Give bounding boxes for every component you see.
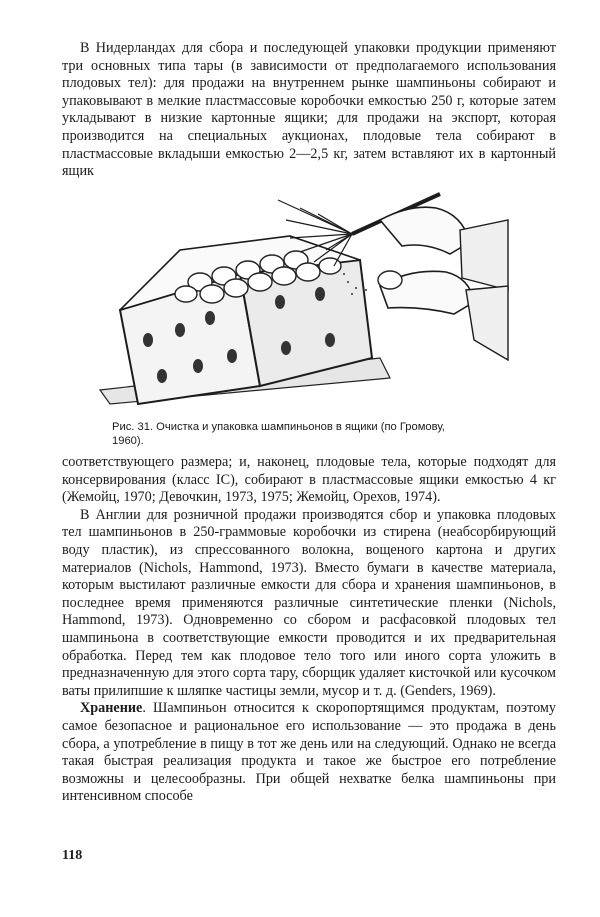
paragraph-netherlands: В Нидерландах для сбора и последующей упаковки продукции применяют три основных типа тары (в зависимости от предполагаемого использования плодовых тел): для продажи на внутреннем рынке шампиньоны собирают и упаковывают в мелкие пластмассовые коробочки емкостью 250 г, которые затем укладывают в низкие картонные ящики; для продажи на экспорт, которая производится на специальных аукционах, плодовые тела собирают в пластмассовые вкладыши емкостью 2—2,5 кг, затем вставляют их в картонный ящик: [62, 40, 556, 180]
storage-text: . Шампиньон относится к скоропортящимся продуктам, поэтому самое безопасное и рациональное его использование — это продажа в день сбора, а употребление в пищу в тот же день или на следующий. Однако не всегда такая быстрая реализация продукта и такое же быстрое его потребление возможны и целесообразны. При общей нехватке белка шампиньоны при интенсивном способе: [62, 700, 556, 805]
text-block-top: [62, 40, 556, 181]
storage-heading: Хранение: [80, 700, 143, 717]
page-number: 118: [62, 848, 83, 863]
figure-illustration: [90, 190, 510, 416]
text-block-bottom: [62, 454, 556, 806]
mushroom-crate-illustration: [90, 190, 510, 416]
paragraph-storage: [62, 700, 556, 806]
paragraph-continuation: соответствующего размера; и, наконец, плодовые тела, которые подходят для консервирования (класс IC), собирают в пластмассовые ящики емкостью 4 кг (Жемойц, 1970; Девочкин, 1973, 1975; Жемойц, Орехов, 1974).: [62, 454, 556, 506]
figure-caption: Рис. 31. Очистка и упаковка шампиньонов в ящики (по Громову, 1960).: [112, 421, 445, 447]
paragraph-england: В Англии для розничной продажи производятся сбор и упаковка плодовых тел шампиньонов в 250-граммовые коробочки из стирена (неабсорбирующий воду пластик), из спрессованного волокна, вощеного картона и других материалов (Nichols, Hammond, 1973). Вместо бумаги в качестве материала, которым выстилают различные емкости для сбора и хранения шампиньонов, в последнее время применяются различные синтетические пленки (Nichols, Hammond, 1973). Одновременно со сбором и расфасовкой плодовых тел шампиньона в соответствующие емкости проводится и их предварительная обработка. Перед тем как плодовое тело того или иного сорта уложить в предназначенную для этого сорта тару, сборщик удаляет кисточкой или кусочком ваты прилипшие к шляпке частицы земли, мусор и т. д. (Genders, 1969).: [62, 506, 556, 699]
